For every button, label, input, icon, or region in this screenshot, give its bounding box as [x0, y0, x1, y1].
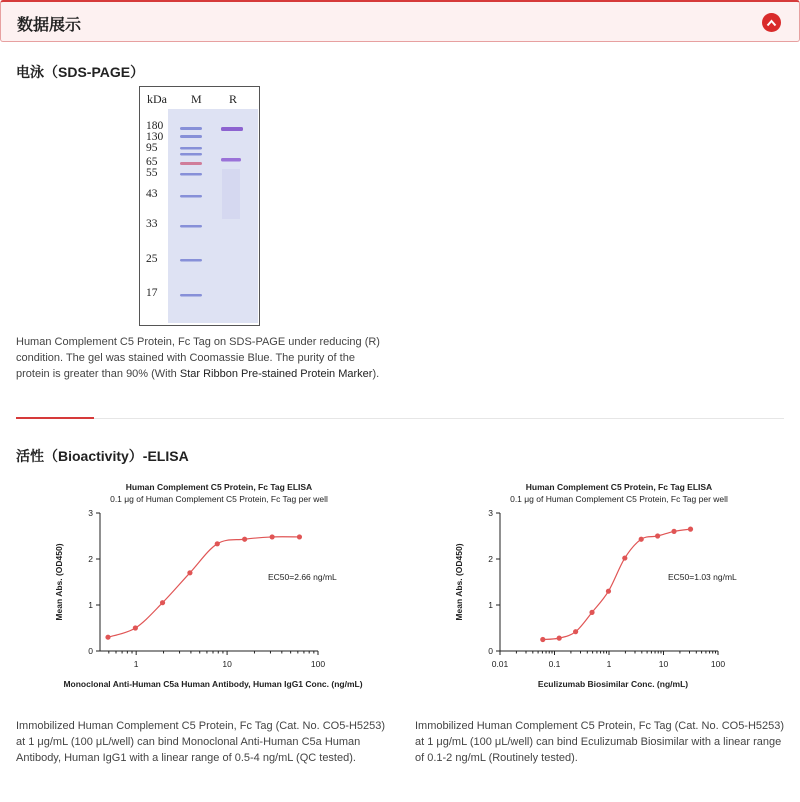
header-title: 数据展示: [17, 17, 82, 34]
x-axis-label: Monoclonal Anti-Human C5a Human Antibody, Human IgG1 Conc. (ng/mL): [63, 679, 363, 689]
data-point: [557, 636, 562, 641]
x-axis-label: Eculizumab Biosimilar Conc. (ng/mL): [537, 679, 689, 689]
elisa-title: 活性（Bioactivity）-ELISA: [16, 448, 189, 464]
kda-marker-label: 43: [146, 188, 158, 200]
x-tick-label: 1: [606, 659, 612, 669]
data-point: [540, 637, 545, 642]
chart-subtitle: 0.1 μg of Human Complement C5 Protein, Fc Tag per well: [510, 494, 728, 504]
data-point: [105, 635, 110, 640]
kda-marker-label: 95: [146, 142, 158, 154]
x-tick-label: 0.01: [491, 659, 509, 669]
data-point: [671, 529, 676, 534]
kda-marker-label: 55: [146, 167, 158, 179]
sds-caption-end: ).: [372, 368, 380, 380]
y-tick-label: 1: [488, 600, 493, 610]
data-point: [297, 534, 302, 539]
x-tick-label: 10: [658, 659, 669, 669]
gel-picture: [168, 109, 258, 323]
gel-lane-r-label: R: [229, 92, 238, 106]
section-divider: [16, 418, 784, 419]
y-tick-label: 3: [488, 508, 493, 518]
data-point: [215, 541, 220, 546]
kda-marker-label: 180: [146, 120, 164, 132]
x-tick-label: 10: [222, 659, 232, 669]
chart-title: Human Complement C5 Protein, Fc Tag ELISA: [525, 482, 713, 492]
data-point: [688, 527, 693, 532]
y-tick-label: 3: [88, 508, 93, 518]
data-point: [160, 600, 165, 605]
y-axis-label: Mean Abs. (OD450): [454, 543, 464, 621]
y-tick-label: 0: [88, 646, 93, 656]
y-axis-label: Mean Abs. (OD450): [54, 543, 64, 621]
chevron-up-icon: [766, 19, 777, 27]
elisa-caption-2: Immobilized Human Complement C5 Protein, Fc Tag (Cat. No. CO5-H5253) at 1 μg/mL (100 μL/well) can bind Eculizumab Biosimilar with a linear range of 0.1-2 ng/mL (Routinely tested).: [415, 720, 785, 764]
gel-kda-label: kDa: [147, 92, 167, 106]
sds-caption: [16, 334, 386, 382]
data-point: [573, 629, 578, 634]
elisa-chart-1: [28, 478, 388, 693]
data-point: [270, 534, 275, 539]
ec50-annotation: EC50=2.66 ng/mL: [268, 572, 337, 582]
data-point: [133, 625, 138, 630]
data-point: [639, 537, 644, 542]
collapse-button[interactable]: [762, 13, 781, 32]
chart-title: Human Complement C5 Protein, Fc Tag ELISA: [125, 482, 313, 492]
sds-caption-text: Human Complement C5 Protein, Fc Tag on SDS-PAGE under reducing (R) condition. The gel was stained with Coomassie Blue. The purity of the protein is greater than 90% (With: [16, 336, 380, 380]
marker-link[interactable]: Star Ribbon Pre-stained Protein Marker: [179, 368, 373, 380]
x-tick-label: 1: [133, 659, 139, 669]
y-tick-label: 2: [88, 554, 93, 564]
data-point: [622, 555, 627, 560]
y-tick-label: 1: [88, 600, 93, 610]
kda-marker-label: 25: [146, 253, 158, 265]
kda-marker-label: 130: [146, 131, 164, 143]
fit-curve: [108, 537, 299, 637]
kda-marker-label: 17: [146, 287, 158, 299]
kda-marker-label: 65: [146, 156, 158, 168]
ec50-annotation: EC50=1.03 ng/mL: [668, 572, 737, 582]
data-point: [606, 589, 611, 594]
data-point: [655, 533, 660, 538]
data-point: [242, 537, 247, 542]
y-tick-label: 2: [488, 554, 493, 564]
chart-subtitle: 0.1 μg of Human Complement C5 Protein, Fc Tag per well: [110, 494, 328, 504]
elisa-caption-1: Immobilized Human Complement C5 Protein, Fc Tag (Cat. No. CO5-H5253) at 1 μg/mL (100 μL/well) can bind Monoclonal Anti-Human C5a Human Antibody, Human IgG1 with a linear range of 0.5-4 ng/mL (QC tested).: [16, 720, 386, 764]
section-header: [0, 0, 800, 42]
sds-title: 电泳（SDS-PAGE）: [16, 64, 145, 80]
x-tick-label: 100: [710, 659, 726, 669]
x-tick-label: 0.1: [548, 659, 561, 669]
divider-accent: [16, 417, 94, 419]
elisa-chart-2: [428, 478, 788, 693]
gel-lane-m-label: M: [191, 92, 202, 106]
y-tick-label: 0: [488, 646, 493, 656]
fit-curve: [543, 529, 691, 639]
data-point: [187, 570, 192, 575]
gel-image: [139, 86, 260, 326]
x-tick-label: 100: [310, 659, 326, 669]
data-point: [589, 610, 594, 615]
kda-marker-label: 33: [146, 218, 158, 230]
